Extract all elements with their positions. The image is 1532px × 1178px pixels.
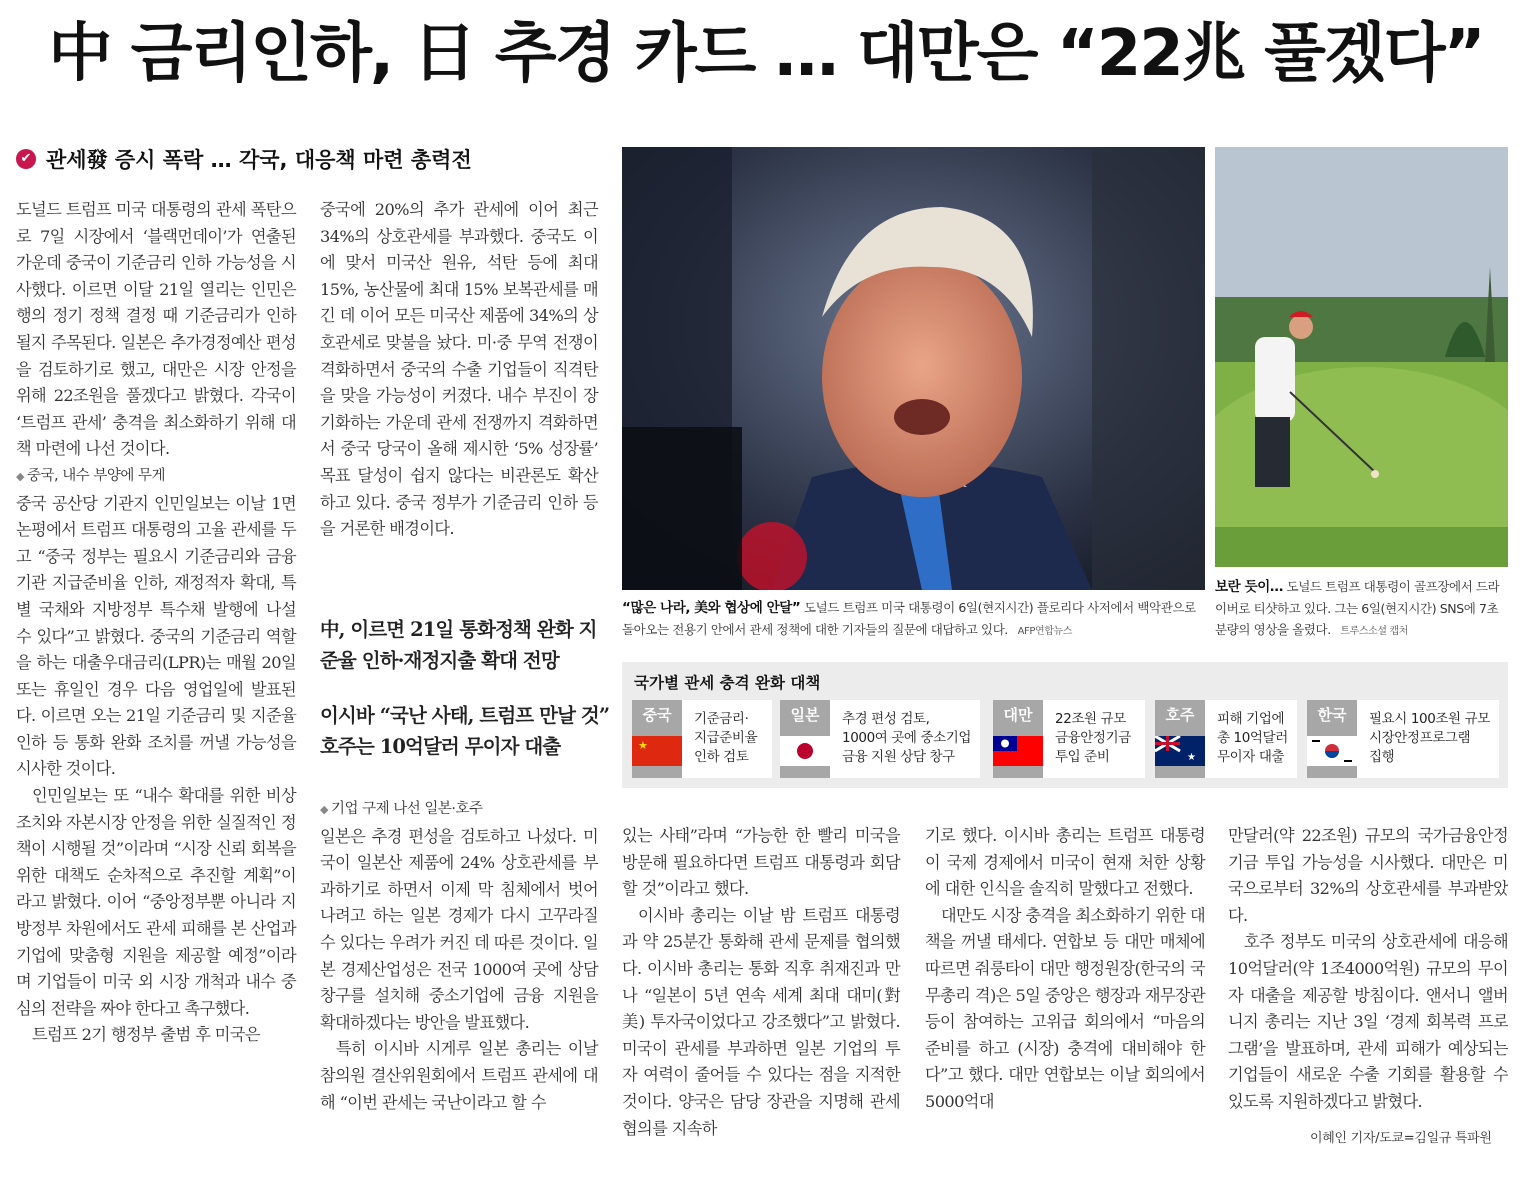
golf-photo: [1215, 147, 1508, 567]
infobox-title: 국가별 관세 충격 완화 대책: [634, 674, 821, 692]
country-card-japan: [780, 700, 980, 778]
paragraph: 호주 정부도 미국의 상호관세에 대응해 10억달러(약 1조4000억원) 규모의 무이자 대출을 제공할 방침이다. 앤서니 앨버니지 총리는 지난 3일 ‘경제 회복력 프로그램’을 발표하며, 관세 피해가 예상되는 기업들이 새로운 수출 기회를 활용할 수 있도록 지원하겠다고 밝혔다.: [1228, 932, 1508, 1111]
desc-line: 22조원 규모: [1055, 711, 1126, 727]
paragraph: 기로 했다. 이시바 총리는 트럼프 대통령이 국제 경제에서 미국이 현재 처한 상황에 대한 인식을 솔직히 말했다고 전했다.: [925, 826, 1205, 899]
photo-2-caption: [1215, 576, 1508, 642]
paragraph: 인민일보는 또 “내수 확대를 위한 비상조치와 자본시장 안정을 위한 실질적인 정책이 시행될 것”이라며 “시장 신뢰 회복을 위한 대책도 순차적으로 추진할 계획”이라고 밝혔다. 이어 “중앙정부뿐 아니라 지방정부 차원에서도 관세 피해를 본 산업과 기업에 맞춤형 지원을 제공할 예정”이라며 기업들이 미국 외 시장 개척과 내수 중심의 전략을 짜야 한다고 촉구했다.: [16, 786, 296, 1018]
china-flag-icon: [632, 736, 682, 766]
australia-flag-icon: [1155, 736, 1205, 766]
country-label: 한국: [1317, 706, 1347, 724]
desc-line: 지급준비율: [694, 730, 758, 746]
svg-text:★: ★: [1187, 752, 1196, 763]
country-measures-infobox: [622, 662, 1508, 788]
golf-photo-image: [1215, 147, 1508, 567]
country-label: 호주: [1165, 706, 1195, 724]
article-column-2-lower: [320, 796, 598, 1116]
article-column-5: [1228, 823, 1508, 1123]
desc-line: 추경 편성 검토,: [842, 711, 930, 727]
photo-credit: 트루스소셜 캡처: [1340, 626, 1408, 637]
photo-1-caption: [622, 597, 1205, 642]
desc-line: 기준금리·: [694, 711, 749, 727]
photo-credit: AFP연합뉴스: [1017, 626, 1073, 637]
desc-line: 투입 준비: [1055, 749, 1110, 765]
desc-line: 총 10억달러: [1217, 730, 1288, 746]
article-column-2: [320, 197, 598, 543]
section-heading: ◆ 기업 구제 나선 일본·호주: [320, 796, 598, 824]
subheadline: [16, 144, 472, 174]
article-column-4: [925, 823, 1205, 1116]
desc-line: 금융안정기금: [1055, 730, 1131, 746]
trump-photo: [622, 147, 1205, 590]
caption-text: 도널드 트럼프 대통령이 골프장에서 드라이버로 티샷하고 있다. 그는 6일(현지시간) SNS에 7초 분량의 영상을 올렸다.: [1215, 579, 1500, 637]
paragraph: 트럼프 2기 행정부 출범 후 미국은: [32, 1025, 260, 1045]
paragraph: 일본은 추경 편성을 검토하고 나섰다. 미국이 일본산 제품에 24% 상호관세를 부과하기로 하면서 이제 막 침체에서 벗어나려고 하는 일본 경제가 다시 고꾸라질 수 있다는 우려가 커진 데 따른 것이다. 일본 경제산업성은 전국 1000여 곳에 상담창구를 설치해 중소기업에 금융 지원을 확대하겠다는 방안을 발표했다.: [320, 826, 598, 1032]
desc-line: 집행: [1369, 749, 1395, 765]
desc-line: 무이자 대출: [1217, 749, 1285, 765]
country-label: 중국: [642, 706, 672, 724]
country-label: 대만: [1003, 706, 1033, 724]
pull-quote-2: 이시바 “국난 사태, 트럼프 만날 것” 호주는 10억달러 무이자 대출: [320, 704, 610, 758]
paragraph: 특히 이시바 시게루 일본 총리는 이날 참의원 결산위원회에서 트럼프 관세에 대해 “이번 관세는 국난이라고 할 수: [320, 1039, 598, 1112]
country-card-australia: [1155, 700, 1297, 778]
paragraph: 있는 사태”라며 “가능한 한 빨리 미국을 방문해 필요하다면 트럼프 대통령과 회담할 것”이라고 했다.: [622, 826, 900, 899]
svg-text:★: ★: [638, 739, 648, 752]
caption-title: 보란 듯이…: [1215, 579, 1283, 595]
article-column-1: [16, 197, 296, 1049]
paragraph: 도널드 트럼프 미국 대통령의 관세 폭탄으로 7일 시장에서 ‘블랙먼데이’가 연출된 가운데 중국이 기준금리 인하 가능성을 시사했다. 이르면 이달 21일 열리는 인민은행의 정기 정책 결정 때 기준금리가 인하될지 주목된다. 일본은 추가경정예산 편성을 검토하기로 했고, 대만은 시장 안정을 위해 22조원을 풀겠다고 밝혔다. 각국이 ‘트럼프 관세’ 충격을 최소화하기 위해 대책 마련에 나선 것이다.: [16, 200, 296, 459]
desc-line: 금융 지원 상담 창구: [842, 749, 955, 765]
section-heading: ◆ 중국, 내수 부양에 무게: [16, 463, 296, 491]
paragraph: 중국 공산당 기관지 인민일보는 이날 1면 논평에서 트럼프 대통령의 고율 관세를 두고 “중국 정부는 필요시 기준금리와 금융기관 지급준비율 인하, 재정적자 확대, 특별 국채와 지방정부 특수채 발행에 나설 수 있다”고 밝혔다. 중국의 기준금리 역할을 하는 대출우대금리(LPR)는 매월 20일 또는 휴일인 경우 다음 영업일에 발표된다. 이르면 오는 21일 기준금리 및 지준율 인하 등 통화 완화 조치를 꺼낼 가능성을 시사한 것이다.: [16, 493, 296, 779]
headline: 中 금리인하, 日 추경 카드 … 대만은 “22兆 풀겠다”: [48, 17, 1484, 91]
country-label: 일본: [790, 706, 820, 724]
country-card-korea: [1307, 700, 1499, 778]
paragraph: 이시바 총리는 이날 밤 트럼프 대통령과 약 25분간 통화해 관세 문제를 협의했다. 이시바 총리는 통화 직후 취재진과 만나 “일본이 5년 연속 세계 최대 대미(對美) 투자국이었다고 강조했다”고 밝혔다. 미국이 관세를 부과하면 일본 기업의 투자 여력이 줄어들 수 있다는 점을 지적한 것이다. 양국은 담당 장관을 지명해 관세 협의를 지속하: [622, 905, 900, 1138]
desc-line: 필요시 100조원 규모: [1369, 711, 1490, 727]
byline: 이혜인 기자/도쿄=김일규 특파원: [1310, 1131, 1492, 1146]
pull-quote-1: 中, 이르면 21일 통화정책 완화 지준율 인하·재정지출 확대 전망: [320, 618, 597, 672]
desc-line: 인하 검토: [694, 749, 749, 765]
country-card-taiwan: [993, 700, 1145, 778]
desc-line: 시장안정프로그램: [1369, 730, 1471, 746]
country-card-china: [632, 700, 772, 778]
subheadline-text: 관세發 증시 폭락 … 각국, 대응책 마련 총력전: [46, 148, 472, 172]
check-icon: ✔: [16, 149, 36, 169]
desc-line: 피해 기업에: [1217, 711, 1285, 727]
paragraph: 중국에 20%의 추가 관세에 이어 최근 34%의 상호관세를 부과했다. 중국도 이에 맞서 미국산 원유, 석탄 등에 최대 15%, 농산물에 최대 15% 보복관세를 매긴 데 이어 모든 미국산 제품에 34%의 상호관세로 맞불을 놨다. 미·중 무역 전쟁이 격화하면서 중국의 수출 기업들이 직격탄을 맞을 가능성이 커졌다. 내수 부진이 장기화하는 가운데 관세 전쟁까지 격화하면서 중국 당국이 올해 제시한 ‘5% 성장률’ 목표 달성이 쉽지 않다는 비관론도 확산하고 있다. 중국 정부가 기준금리 인하 등을 거론한 배경이다.: [320, 200, 598, 539]
paragraph: 만달러(약 22조원) 규모의 국가금융안정기금 투입 가능성을 시사했다. 대만은 미국으로부터 32%의 상호관세를 부과받았다.: [1228, 826, 1508, 925]
trump-photo-image: [622, 147, 1205, 590]
paragraph: 대만도 시장 충격을 최소화하기 위한 대책을 꺼낼 태세다. 연합보 등 대만 매체에 따르면 줘룽타이 대만 행정원장(한국의 국무총리 격)은 5일 중앙은 행장과 재무장관 등이 참여하는 고위급 회의에서 “마음의 준비를 하고 (시장) 충격에 대비해야 한다”고 했다. 대만 연합보는 이날 회의에서 5000억대: [925, 905, 1205, 1111]
taiwan-flag-icon: [993, 736, 1043, 766]
desc-line: 1000여 곳에 중소기업: [842, 730, 972, 746]
caption-title: “많은 나라, 美와 협상에 안달”: [622, 600, 801, 616]
japan-flag-icon: [780, 736, 830, 766]
article-column-3: [622, 823, 900, 1142]
caption-text: 도널드 트럼프 미국 대통령이 6일(현지시간) 플로리다 사저에서 백악관으로 돌아오는 전용기 안에서 관세 정책에 대한 기자들의 질문에 대답하고 있다.: [622, 600, 1196, 637]
korea-flag-icon: [1307, 736, 1357, 766]
